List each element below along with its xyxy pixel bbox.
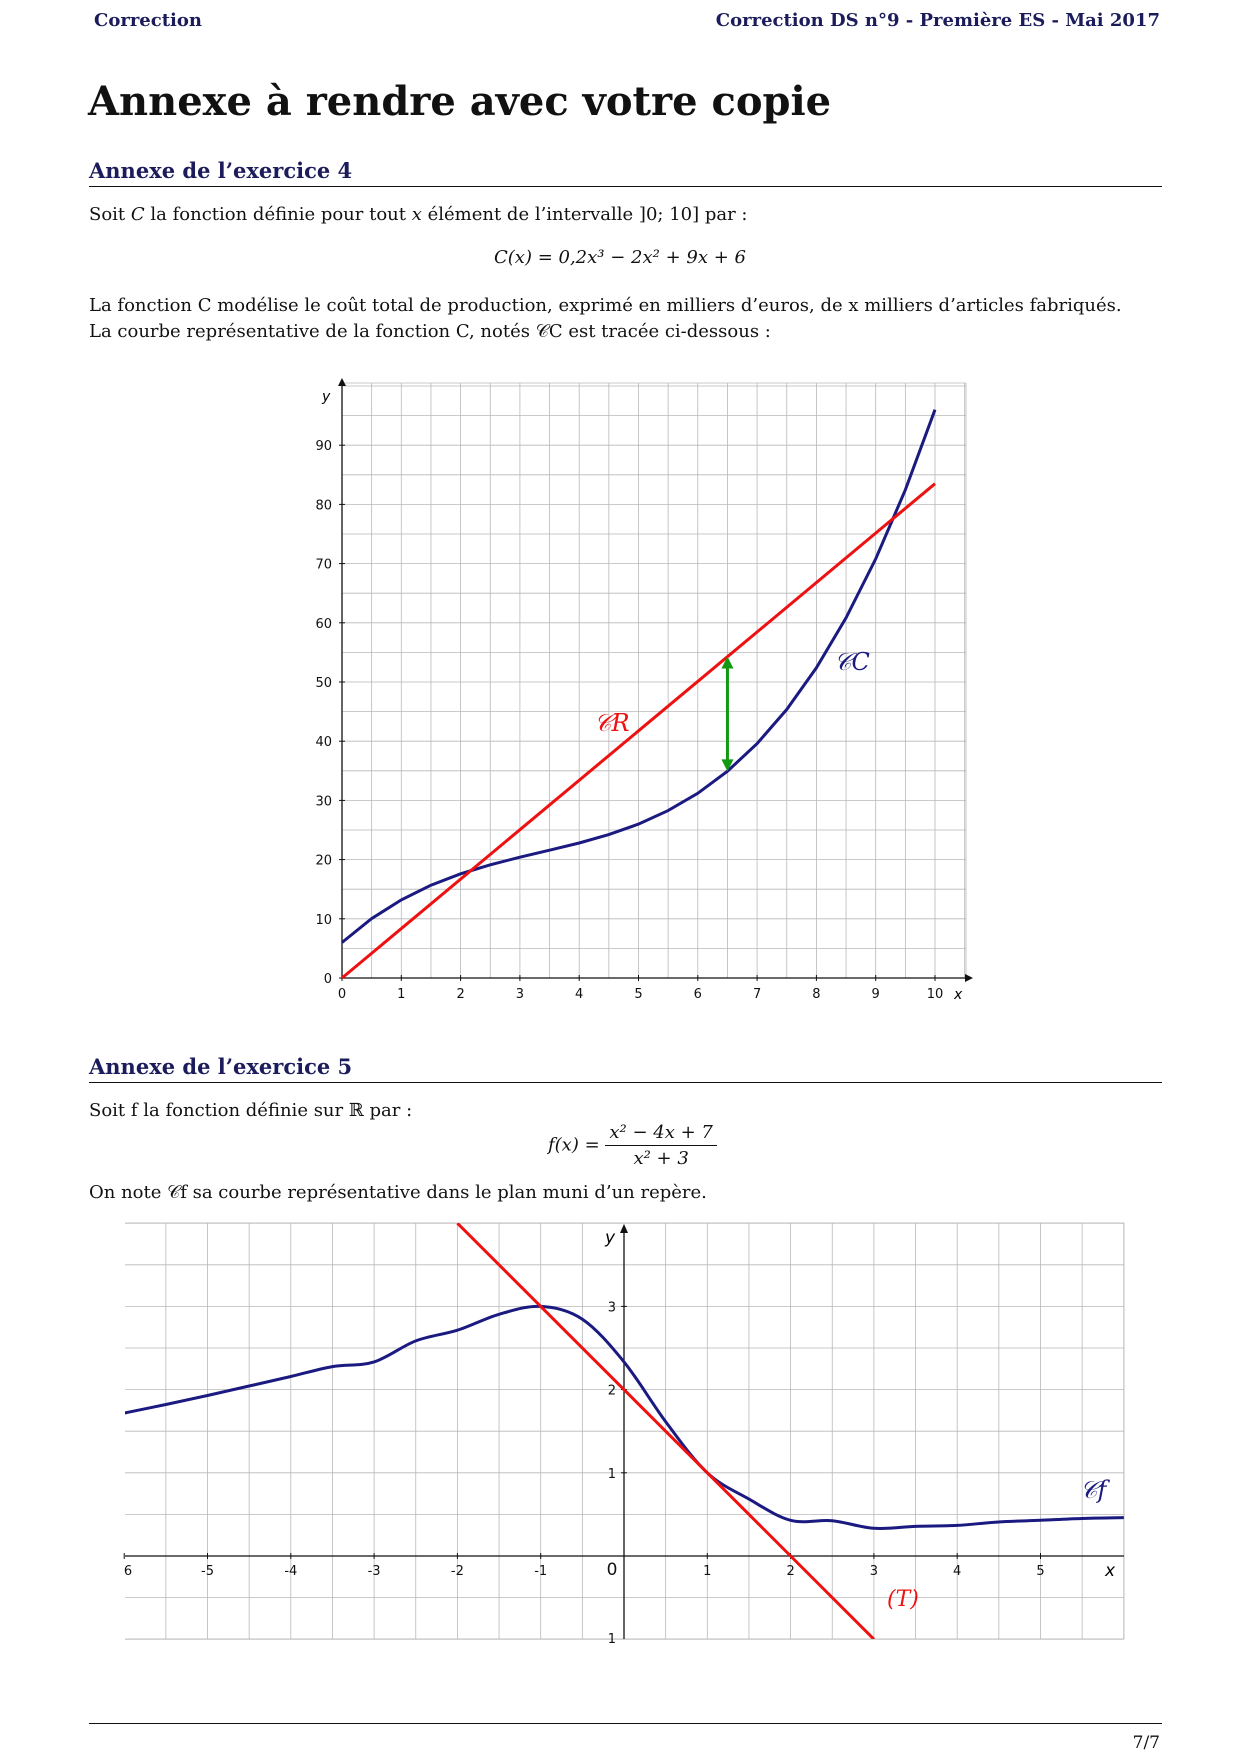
header-left: Correction <box>94 10 202 31</box>
x-tick-label: 4 <box>953 1564 962 1579</box>
x-tick-label: -4 <box>284 1564 298 1579</box>
section-heading-ex4: Annexe de l’exercice 4 <box>89 158 1162 187</box>
ex4-intro: Soit C la fonction définie pour tout x élément de l’intervalle ]0; 10] par : <box>89 204 748 225</box>
y-tick-label: 10 <box>315 912 332 928</box>
chart2-x-label: x <box>1105 1561 1116 1581</box>
x-tick-label: 6 <box>693 987 702 1002</box>
chart1-label-cc: 𝒞C <box>834 648 870 676</box>
chart2-y-label: y <box>605 1228 616 1248</box>
y-tick-label: 1 <box>607 1466 616 1482</box>
y-tick-label: 3 <box>607 1300 616 1316</box>
x-tick-label: 5 <box>634 987 643 1002</box>
y-axis-arrow <box>620 1224 628 1233</box>
header-right: Correction DS n°9 - Première ES - Mai 2017 <box>715 10 1160 31</box>
y-tick-label: 70 <box>315 557 332 573</box>
ex4-line1: La fonction C modélise le coût total de production, exprimé en milliers d’euros, de x milliers d’articles fabriqués. <box>89 295 1122 316</box>
y-tick-label-bottom: 1 <box>607 1632 616 1647</box>
x-tick-label: -1 <box>534 1564 548 1579</box>
footer-rule <box>89 1723 1162 1724</box>
page-number: 7/7 <box>1132 1733 1160 1753</box>
chart1-label-cr: 𝒞R <box>594 709 630 737</box>
x-tick-label: 0 <box>337 987 347 1002</box>
chart2-label-cf: 𝒞f <box>1080 1476 1107 1504</box>
ex5-note: On note 𝒞f sa courbe représentative dans le plan muni d’un repère. <box>89 1182 707 1203</box>
x-tick-label: 10 <box>926 987 944 1002</box>
y-tick-label: 40 <box>315 735 332 751</box>
x-tick-label: 4 <box>575 987 584 1002</box>
x-tick-label: -3 <box>367 1564 381 1579</box>
section-heading-ex5: Annexe de l’exercice 5 <box>89 1054 1162 1083</box>
y-tick-label: 50 <box>315 676 332 691</box>
x-tick-label: 1 <box>703 1564 712 1579</box>
ex4-line2: La courbe représentative de la fonction C, notés 𝒞C est tracée ci-dessous : <box>89 321 771 342</box>
x-tick-label: 3 <box>869 1564 879 1579</box>
x-tick-label: 2 <box>786 1564 795 1579</box>
y-tick-label: 2 <box>607 1383 616 1399</box>
y-tick-label: 0 <box>323 972 332 987</box>
page-title: Annexe à rendre avec votre copie <box>88 78 832 125</box>
ex5-formula-lhs: f(x) = <box>548 1134 600 1156</box>
x-tick-label: 5 <box>1036 1564 1045 1579</box>
x-tick-label: 8 <box>812 987 821 1002</box>
x-tick-label: 2 <box>456 987 465 1002</box>
y-tick-label: 90 <box>315 439 332 455</box>
x-tick-label: 0 <box>606 1560 618 1580</box>
x-tick-label: 1 <box>397 987 406 1002</box>
y-tick-label: 30 <box>315 794 332 810</box>
y-tick-label: 60 <box>315 616 332 632</box>
chart1-x-label: x <box>954 987 963 1003</box>
ex5-formula-denominator: x² + 3 <box>633 1148 689 1169</box>
x-tick-label: -2 <box>450 1564 464 1579</box>
x-tick-label: 7 <box>752 987 762 1002</box>
y-tick-label: 20 <box>315 853 332 869</box>
chart2-label-t: (T) <box>887 1587 919 1612</box>
y-tick-label: 80 <box>315 498 332 514</box>
chart1-y-label: y <box>322 389 331 405</box>
x-tick-label: 6 <box>123 1564 133 1579</box>
ex5-formula-numerator: x² − 4x + 7 <box>605 1122 716 1146</box>
x-tick-label: 9 <box>871 987 880 1002</box>
x-tick-label: -5 <box>201 1564 214 1579</box>
x-tick-label: 3 <box>515 987 525 1002</box>
ex5-intro: Soit f la fonction définie sur ℝ par : <box>89 1100 413 1121</box>
ex4-formula: C(x) = 0,2x³ − 2x² + 9x + 6 <box>494 247 746 268</box>
